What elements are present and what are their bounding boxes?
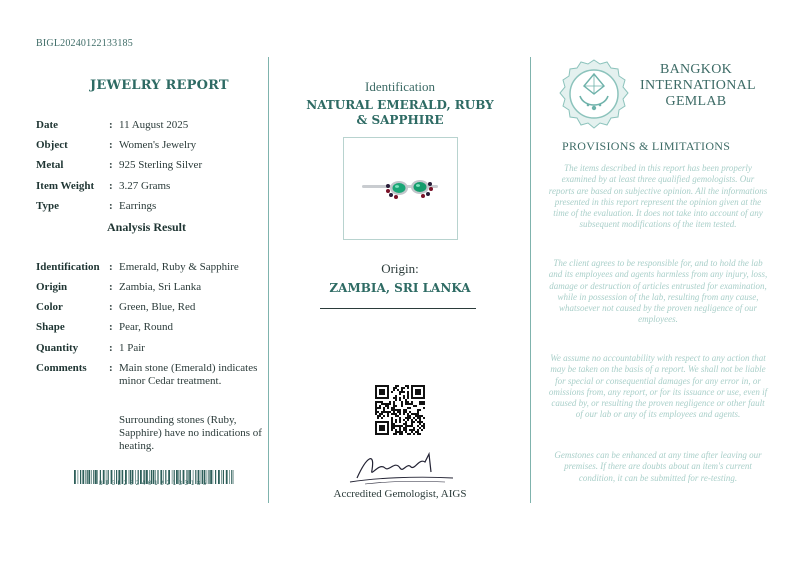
lab-name-line: GEMLAB [665, 94, 727, 109]
barcode-number: BIGL20240122133185 [98, 480, 210, 487]
colon: : [109, 200, 113, 212]
signature [345, 448, 455, 488]
comment-text-2: Surrounding stones (Ruby, Sapphire) have no indications of heating. [119, 414, 262, 452]
origin-label: Origin: [381, 261, 419, 276]
origin-value: ZAMBIA, SRI LANKA [329, 281, 471, 295]
earrings-photo [343, 137, 458, 240]
colon: : [109, 281, 113, 293]
report-number: BIGL20240122133185 [36, 38, 133, 49]
provisions-paragraph-3: We assume no accountability with respect to any action that may be taken on the basis of a report. We shall not be liable for special or consequential damages for any error in, or omissions from, any report, or for its issuance or use, even if caused by, or resulting the proven negligence or other fault of our lab or any of its employees and agents. [548, 353, 768, 420]
identification-title: NATURAL EMERALD, RUBY & SAPPHIRE [306, 98, 494, 127]
provisions-paragraph-4: Gemstones can be enhanced at any time after leaving our premises. If there are doubts about an item's current condition, it can be submitted for re-testing. [554, 450, 762, 483]
colon: : [109, 362, 113, 374]
analysis-label: Color [36, 301, 63, 313]
detail-label: Date [36, 119, 58, 131]
colon: : [109, 119, 113, 131]
gemologist-caption: Accredited Gemologist, AIGS [333, 488, 467, 500]
detail-value: 3.27 Grams [119, 180, 171, 192]
analysis-label: Identification [36, 261, 100, 273]
colon: : [109, 261, 113, 273]
analysis-value: Emerald, Ruby & Sapphire [119, 261, 239, 273]
detail-value: 925 Sterling Silver [119, 159, 203, 171]
earrings-image [344, 138, 457, 239]
analysis-value: Pear, Round [119, 321, 173, 333]
report-title: JEWELRY REPORT [90, 78, 229, 93]
provisions-paragraph-2: The client agrees to be responsible for, and to hold the lab and its employees and agents harmless from any injury, loss, damage or destruction of articles entrusted for examination, while in possession of the lab, resulting from any cause, whatsoever not caused by the proven negligence of our employees. [548, 258, 768, 325]
divider-line [320, 308, 476, 309]
qr-code [375, 385, 425, 435]
detail-label: Type [36, 200, 60, 212]
colon: : [109, 139, 113, 151]
analysis-value: 1 Pair [119, 342, 145, 354]
detail-label: Metal [36, 159, 64, 171]
detail-value: Earrings [119, 200, 157, 212]
identification-label: Identification [364, 79, 436, 94]
comment-text-1: Main stone (Emerald) indicates minor Cedar treatment. [119, 362, 258, 387]
detail-value: 11 August 2025 [119, 119, 189, 131]
colon: : [109, 342, 113, 354]
detail-label: Object [36, 139, 68, 151]
lab-name [640, 62, 756, 110]
colon: : [109, 159, 113, 171]
provisions-title: PROVISIONS & LIMITATIONS [562, 139, 731, 153]
column-divider-right [530, 57, 531, 503]
analysis-value: Zambia, Sri Lanka [119, 281, 202, 293]
colon: : [109, 301, 113, 313]
lab-name-line: INTERNATIONAL [640, 78, 756, 93]
lab-seal-logo [558, 58, 630, 130]
analysis-label: Origin [36, 281, 68, 293]
detail-value: Women's Jewelry [119, 139, 197, 151]
provisions-paragraph-1: The items described in this report has been properly examined by at least three qualified gemologists. Our reports are based on subjective opinion. All the informations presented in this report represent the opinion given at the time of the evaluation. It does not take into account of any subsequent modifications of the item tested. [548, 163, 768, 230]
analysis-result-heading: Analysis Result [107, 220, 187, 234]
analysis-label: Quantity [36, 342, 79, 354]
analysis-label: Shape [36, 321, 65, 333]
lab-name-line: BANGKOK [659, 62, 733, 77]
colon: : [109, 180, 113, 192]
analysis-value: Green, Blue, Red [119, 301, 196, 313]
detail-label: Item Weight [36, 180, 95, 192]
colon: : [109, 321, 113, 333]
analysis-label: Comments [36, 362, 87, 374]
